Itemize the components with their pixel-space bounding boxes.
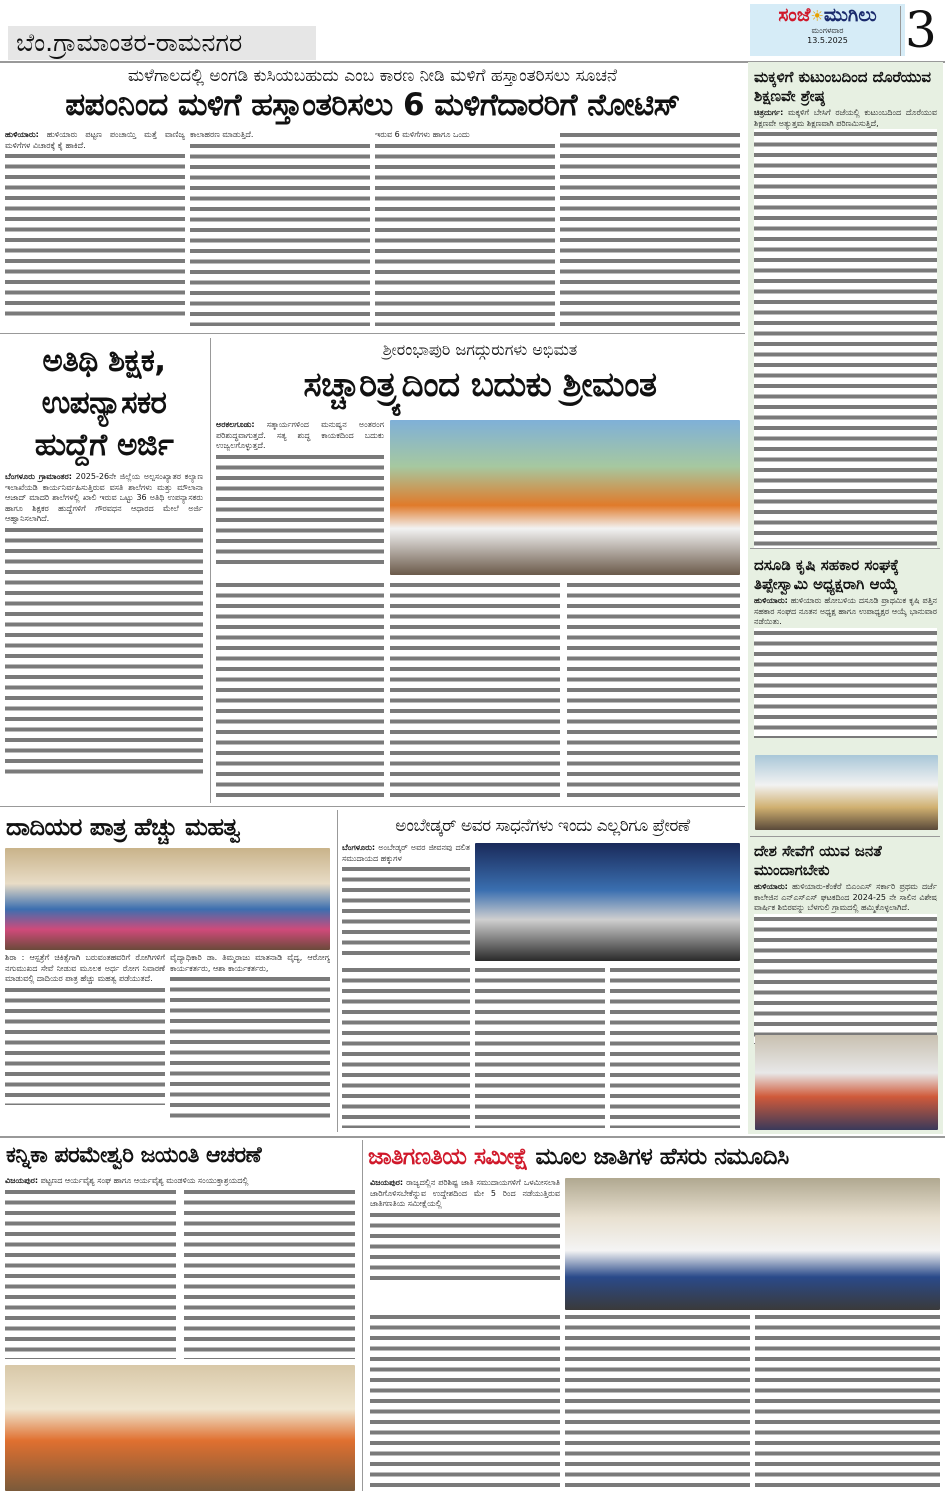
lead-text: ಹುಳಿಯಾರು ಹೋಬಳಿಯ ದಸೂಡಿ ಪ್ರಾಥಮಿಕ ಕೃಷಿ ಪತ್ತಿನ ಸಹಕಾರ ಸಂಘದ ನೂತನ ಅಧ್ಯಕ್ಷ ಹಾಗೂ ಉಪಾಧ್ಯಕ್ಷರ ಆಯ್ಕೆ ಭಾನುವಾರ ನಡೆಯಿತು. (754, 596, 937, 626)
dateline: ಬೆಂಗಳೂರು ಗ್ರಾಮಾಂತರ: (5, 472, 72, 481)
sidebar-story-2 (748, 552, 943, 738)
page-number: 3 (905, 1, 937, 59)
dateline: ಹುಳಿಯಾರು: (754, 882, 788, 891)
body-text (342, 864, 470, 959)
nss-camp-photo (755, 1035, 938, 1130)
body-text (184, 1187, 355, 1359)
sidebar-headline: ಮಕ್ಕಳಿಗೆ ಕುಟುಂಬದಿಂದ ದೊರೆಯುವ ಶಿಕ್ಷಣವೇ ಶ್ರೇಷ್ಠ (754, 68, 932, 105)
lead-text: ಹುಳಿಯಾರು ಪಟ್ಟಣ ಪಂಚಾಯ್ತಿ ಮತ್ತೆ ವಾಣಿಜ್ಯ ಮಳಿಗೆಗಳ ವಿಚಾರಕ್ಕೆ ಕೈ ಹಾಕಿದೆ. (5, 130, 185, 150)
dateline: ಹುಳಿಯಾರು: (754, 596, 788, 605)
center-story-col1 (216, 420, 384, 580)
lead-text: ಶಿರಾ : ಆಸ್ಪತ್ರೆಗೆ ಚಿಕಿತ್ಸೆಗಾಗಿ ಬರುವಂತಹವರಿಗೆ ರೋಗಿಗಳಿಗೆ ನಗುಮುಖದ ಸೇವೆ ನೀಡುವ ಮೂಲಕ ಅರ್ಧ ರೋಗ ನಿವಾರಣೆ ಮಾಡುವಲ್ಲಿ ದಾದಿಯರ ಪಾತ್ರ ಹೆಚ್ಚು ಮಹತ್ವ ಪಡೆಯುತದೆ. (5, 953, 165, 983)
lead-text: ಅಂಬೇಡ್ಕರ್ ಅವರ ಜೀವನವು ದಲಿತ ಸಮುದಾಯದ ಹಕ್ಕುಗಳ (342, 843, 471, 863)
headline-black-part: ಮೂಲ ಜಾತಿಗಳ ಹೆಸರು ನಮೂದಿಸಿ (535, 1144, 789, 1170)
swamiji-event-photo (390, 420, 740, 575)
logo-part1: ಸಂಜೆ (778, 4, 811, 26)
divider (900, 6, 901, 56)
left-story-headline: ಅತಿಥಿ ಶಿಕ್ಷಕ, ಉಪನ್ಯಾಸಕರ ಹುದ್ದೆಗೆ ಅರ್ಜಿ (34, 343, 174, 463)
sidebar-headline: ದೇಶ ಸೇವೆಗೆ ಯುವ ಜನತೆ ಮುಂದಾಗಬೇಕು (754, 842, 882, 879)
top-story-col4 (560, 130, 740, 326)
body-text (754, 129, 937, 549)
headline-red-part: ಜಾತಿಗಣತಿಯ ಸಮೀಕ್ಷೆ (368, 1144, 529, 1170)
dadiyara-col1 (5, 953, 165, 1128)
body-text (216, 580, 384, 798)
nurses-day-photo (5, 848, 330, 950)
lead-text: ಮಕ್ಕಳಿಗೆ ಬೇಸಿಗೆ ರಜೆಯಲ್ಲಿ ಕುಟುಂಬದಿಂದ ದೊರೆಯುವ ಶಿಕ್ಷಣವೇ ಅತ್ಯುತ್ತಮ ಶಿಕ್ಷಣವಾಗಿ ಪರಿಣಮಿಸುತ್ತಿದೆ, (754, 108, 937, 128)
body-text (5, 525, 203, 780)
divider (337, 810, 338, 1132)
dadiyara-col2 (170, 953, 330, 1128)
newspaper-logo (750, 4, 905, 56)
kannika-body (5, 1176, 355, 1361)
center-story-headline: ಸಚ್ಚಾರಿತ್ರ್ಯದಿಂದ ಬದುಕು ಶ್ರೀಮಂತ (303, 365, 657, 405)
lead-text: ಸತ್ಕಾರ್ಯಗಳಿಂದ ಮನುಷ್ಯನ ಅಂತರಂಗ ಪರಿಶುದ್ಧವಾಗುತ್ತದೆ. ಸತ್ಯ ಶುದ್ಧ ಕಾಯಕದಿಂದ ಬದುಕು ಉಜ್ವಲಗೊಳ್ಳುತ್ತದೆ. (216, 420, 384, 450)
body-text (475, 965, 605, 1128)
top-story-col1 (5, 130, 185, 326)
body-text (5, 151, 185, 321)
dateline: ಅರಕಲಗೂಡು: (216, 420, 255, 429)
body-text (754, 628, 937, 738)
lead-text: ಕಾಲಾಹರಣ ಮಾಡುತ್ತಿದೆ. (190, 130, 254, 139)
body-text (375, 141, 555, 326)
lead-text: ಇರುವ 6 ಮಳಿಗೆಗಳು ಹಾಗೂ ಒಂದು (375, 130, 470, 139)
lead-text: ರಾಜ್ಯದಲ್ಲಿನ ಪರಿಶಿಷ್ಟ ಜಾತಿ ಸಮುದಾಯಗಳಿಗೆ ಒಳಮೀಸಲಾತಿ ಜಾರಿಗೊಳಿಸಬೇಕೆನ್ನುವ ಉದ್ದೇಶದಿಂದ ಮೇ 5 ರಿಂದ ನಡೆಯುತ್ತಿರುವ ಜಾತಿಗಣತಿಯ ಸಮೀಕ್ಷೆಯಲ್ಲಿ (370, 1178, 561, 1208)
divider (210, 338, 211, 803)
award-ceremony-photo (475, 843, 740, 961)
lead-text: ವೈದ್ಯಾಧಿಕಾರಿ ಡಾ. ತಿಮ್ಮರಾಜು ಮಾತನಾಡಿ ವೈದ್ಯ, ಆರೋಗ್ಯ ಕಾರ್ಯಕರ್ತರು, ಆಶಾ ಕಾರ್ಯಕರ್ತರು, (170, 953, 330, 973)
sidebar-headline: ದಸೂಡಿ ಕೃಷಿ ಸಹಕಾರ ಸಂಘಕ್ಕೆ ತಿಪ್ಪೇಸ್ವಾಮಿ ಅಧ್ಯಕ್ಷರಾಗಿ ಆಯ್ಕೆ (754, 556, 899, 593)
body-text (567, 580, 740, 798)
divider (0, 806, 745, 807)
cooperative-members-photo (755, 755, 938, 830)
body-text (216, 452, 384, 567)
body-text (754, 914, 937, 1044)
dateline: ಹುಳಿಯಾರು: (5, 130, 39, 139)
body-text (370, 1312, 560, 1490)
left-story (0, 338, 208, 803)
dateline: ಬೆಂಗಳೂರು: (342, 843, 376, 852)
caste-census-meeting-photo (565, 1178, 940, 1310)
lead-text: 2025-26ನೇ ಜಿಲ್ಲೆಯ ಅಲ್ಪಸಂಖ್ಯಾತರ ಕಲ್ಯಾಣ ಇಲಾಖೆಯಡಿ ಕಾರ್ಯನಿರ್ವಹಿಸುತ್ತಿರುವ ವಸತಿ ಶಾಲೆಗಳು ಮತ್ತು ಮೌಲಾನಾ ಆಜಾದ್ ಮಾದರಿ ಶಾಲೆಗಳಲ್ಲಿ ಖಾಲಿ ಇರುವ ಒಟ್ಟು 36 ಅತಿಥಿ ಉಪನ್ಯಾಸಕರು ಹಾಗೂ ಶಿಕ್ಷಕರ ಹುದ್ದೆಗಳಿಗೆ ಗೌರವಧನ ಆಧಾರದ ಮೇಲೆ ಅರ್ಜಿ ಆಹ್ವಾನಿಸಲಾಗಿದೆ. (5, 472, 203, 523)
body-text (5, 985, 165, 1105)
divider (750, 548, 940, 549)
top-story-headline: ಪಪಂನಿಂದ ಮಳಿಗೆ ಹಸ್ತಾಂತರಿಸಲು 6 ಮಳಿಗೆದಾರರಿಗೆ ನೋಟಿಸ್ (65, 87, 680, 123)
body-text (565, 1312, 750, 1490)
body-text (370, 1210, 560, 1285)
body-text (170, 974, 330, 1119)
section-title: ಬೆಂ.ಗ್ರಾಮಾಂತರ-ರಾಮನಗರ (8, 26, 316, 60)
sidebar-story-3 (748, 838, 943, 1044)
sidebar-story-1 (748, 64, 943, 549)
sun-palm-icon: ☀ (810, 7, 824, 25)
top-story (0, 64, 745, 124)
center-story-kicker: ಶ್ರೀರಂಭಾಪುರಿ ಜಗದ್ಗುರುಗಳು ಅಭಿಮತ (382, 340, 578, 359)
top-story-col2 (190, 130, 370, 326)
divider (362, 1140, 363, 1491)
dadiyara-headline: ದಾದಿಯರ ಪಾತ್ರ ಹೆಚ್ಚು ಮಹತ್ವ (6, 813, 240, 841)
divider (750, 836, 940, 837)
body-text (190, 141, 370, 326)
top-story-col3 (375, 130, 555, 326)
jayanti-celebration-photo (5, 1365, 355, 1491)
body-text (390, 580, 560, 798)
body-text (5, 1187, 176, 1359)
body-text (342, 965, 470, 1128)
lead-text: ಹುಳಿಯಾರು-ಕೆಂಕೆರೆ ಬಿಎಂಎಸ್ ಸರ್ಕಾರಿ ಪ್ರಥಮ ದರ್ಜೆ ಕಾಲೇಜಿನ ಎನ್ಎಸ್ಎಸ್ ಘಟಕದಿಂದ 2024-25 ನೇ ಸಾಲಿನ ವಿಶೇಷ ವಾರ್ಷಿಕ ಶಿಬಿರವನ್ನು ಬೆಳಗುಲಿ ಗ್ರಾಮದಲ್ಲಿ ಹಮ್ಮಿಕೊಳ್ಳಲಾಗಿದೆ. (754, 882, 937, 912)
issue-date: 13.5.2025 (807, 36, 848, 45)
jatiganati-col1 (370, 1178, 560, 1308)
body-text (610, 965, 740, 1128)
dateline: ವಿಜಯಪುರ: (5, 1176, 39, 1185)
dateline: ಚಿತ್ರದುರ್ಗ: (754, 108, 784, 117)
lead-text: ಪಟ್ಟಣದ ಆರ್ಯವೈಶ್ಯ ಸಂಘ ಹಾಗೂ ಆರ್ಯವೈಶ್ಯ ಮಂಡಳಿಯ ಸಂಯುಕ್ತಾಶ್ರಯದಲ್ಲಿ (40, 1176, 249, 1185)
top-story-kicker: ಮಳೆಗಾಲದಲ್ಲಿ ಅಂಗಡಿ ಕುಸಿಯಬಹುದು ಎಂಬ ಕಾರಣ ನೀಡಿ ಮಳಿಗೆ ಹಸ್ತಾಂತರಿಸಲು ಸೂಚನೆ (127, 66, 618, 86)
kannika-headline: ಕನ್ನಿಕಾ ಪರಮೇಶ್ವರಿ ಜಯಂತಿ ಆಚರಣೆ (6, 1143, 262, 1168)
divider (0, 333, 745, 334)
ambedkar-col1 (342, 843, 470, 963)
center-story (215, 340, 745, 410)
issue-day: ಮಂಗಳವಾರ (811, 26, 844, 35)
logo-part2: ಮುಗಿಲು (823, 4, 877, 26)
divider (0, 1136, 945, 1138)
dateline: ವಿಜಯಪುರ: (370, 1178, 404, 1187)
ambedkar-headline: ಅಂಬೇಡ್ಕರ್ ಅವರ ಸಾಧನೆಗಳು ಇಂದು ಎಲ್ಲರಿಗೂ ಪ್ರೇರಣೆ (395, 816, 690, 836)
body-text (755, 1312, 940, 1490)
jatiganati-headline (368, 1140, 945, 1174)
